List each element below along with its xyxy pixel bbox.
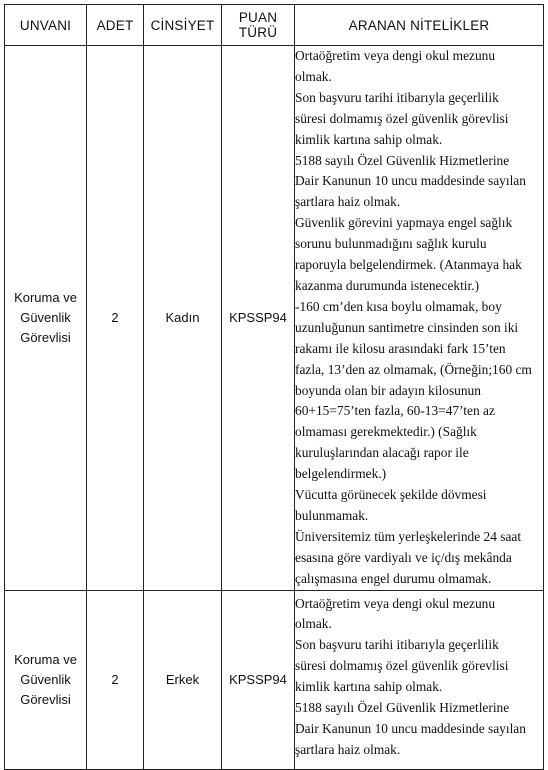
requirement-line: şartlara haiz olmak. bbox=[295, 741, 401, 757]
requirement-line: Ortaöğretim veya dengi okul mezunu bbox=[295, 48, 496, 63]
adet-cell: 2 bbox=[87, 590, 144, 769]
unvani-line: Görevlisi bbox=[20, 691, 71, 707]
unvani-line: Koruma ve bbox=[14, 289, 77, 305]
header-puan-line1: PUAN bbox=[238, 10, 278, 25]
requirement-line: süresi dolmamış özel güvenlik görevlisi bbox=[295, 110, 509, 126]
adet-cell: 2 bbox=[87, 46, 144, 591]
header-cinsiyet: CİNSİYET bbox=[144, 5, 222, 46]
requirement-line: Son başvuru tarihi itibarıyla geçerlilik bbox=[295, 89, 499, 105]
requirement-line: 5188 sayılı Özel Güvenlik Hizmetlerine bbox=[295, 700, 510, 716]
requirement-line: Güvenlik görevini yapmaya engel sağlık bbox=[295, 215, 513, 231]
requirement-line: olmaması gerekmektedir.) (Sağlık bbox=[295, 424, 477, 440]
requirement-line: fazla, 13’den az olmamak, (Örneğin;160 cm bbox=[295, 361, 532, 377]
puan-turu-cell: KPSSP94 bbox=[222, 590, 295, 769]
unvani-cell bbox=[5, 590, 87, 769]
requirement-line: şartlara haiz olmak. bbox=[295, 194, 401, 210]
cinsiyet-cell: Erkek bbox=[144, 590, 222, 769]
requirement-line: Ortaöğretim veya dengi okul mezunu bbox=[295, 595, 496, 611]
requirement-line: Vücutta görünecek şekilde dövmesi bbox=[295, 487, 487, 503]
header-unvani: UNVANI bbox=[5, 5, 87, 46]
nitelikler-cell bbox=[295, 46, 544, 591]
requirement-line: rakamı ile kilosu arasındaki fark 15’ten bbox=[295, 340, 506, 356]
requirement-line: Dair Kanunun 10 uncu maddesinde sayılan bbox=[295, 173, 526, 189]
unvani-line: Güvenlik bbox=[20, 671, 71, 687]
header-puan-line2: TÜRÜ bbox=[238, 25, 278, 40]
requirement-line: süresi dolmamış özel güvenlik görevlisi bbox=[295, 658, 509, 674]
requirement-line: kazanma durumunda istenecektir.) bbox=[295, 277, 480, 293]
unvani-cell bbox=[5, 46, 87, 591]
table-row bbox=[5, 590, 544, 769]
unvani-line: Görevlisi bbox=[20, 329, 71, 345]
cinsiyet-cell: Kadın bbox=[144, 46, 222, 591]
header-puan-turu bbox=[222, 5, 295, 46]
requirement-line: kimlik kartına sahip olmak. bbox=[295, 131, 443, 147]
requirement-line: olmak. bbox=[295, 616, 332, 632]
unvani-line: Koruma ve bbox=[14, 651, 77, 667]
requirement-line: Dair Kanunun 10 uncu maddesinde sayılan bbox=[295, 721, 526, 736]
requirement-line: çalışmasına engel durumu olmamak. bbox=[295, 570, 492, 586]
nitelikler-cell bbox=[295, 590, 544, 769]
puan-turu-cell: KPSSP94 bbox=[222, 46, 295, 591]
unvani-line: Güvenlik bbox=[20, 309, 71, 325]
requirement-line: uzunluğunun santimetre cinsinden son iki bbox=[295, 319, 519, 335]
requirement-line: bulunmamak. bbox=[295, 507, 369, 523]
requirement-line: sorunu bulunmadığını sağlık kurulu bbox=[295, 236, 487, 252]
requirement-line: 60+15=75’ten fazla, 60-13=47’ten az bbox=[295, 403, 495, 419]
requirement-line: boyunda olan bir adayın kilosunun bbox=[295, 382, 481, 398]
requirement-line: -160 cm’den kısa boylu olmamak, boy bbox=[295, 298, 502, 314]
requirement-line: Üniversitemiz tüm yerleşkelerinde 24 saat bbox=[295, 528, 522, 544]
header-aranan-nitelikler: ARANAN NİTELİKLER bbox=[295, 5, 544, 46]
requirement-line: Son başvuru tarihi itibarıyla geçerlilik bbox=[295, 637, 499, 653]
requirement-line: 5188 sayılı Özel Güvenlik Hizmetlerine bbox=[295, 152, 510, 168]
header-row bbox=[5, 5, 544, 46]
table-row bbox=[5, 46, 544, 591]
requirement-line: esasına göre vardiyalı ve iç/dış mekânda bbox=[295, 549, 512, 565]
header-adet: ADET bbox=[87, 5, 144, 46]
requirement-line: belgelendirmek.) bbox=[295, 466, 387, 482]
requirement-line: raporuyla belgelendirmek. (Atanmaya hak bbox=[295, 257, 522, 273]
requirement-line: kimlik kartına sahip olmak. bbox=[295, 679, 443, 695]
requirement-line: kuruluşlarından alacağı rapor ile bbox=[295, 445, 469, 461]
requirement-line: olmak. bbox=[295, 68, 332, 84]
positions-table bbox=[4, 4, 544, 770]
